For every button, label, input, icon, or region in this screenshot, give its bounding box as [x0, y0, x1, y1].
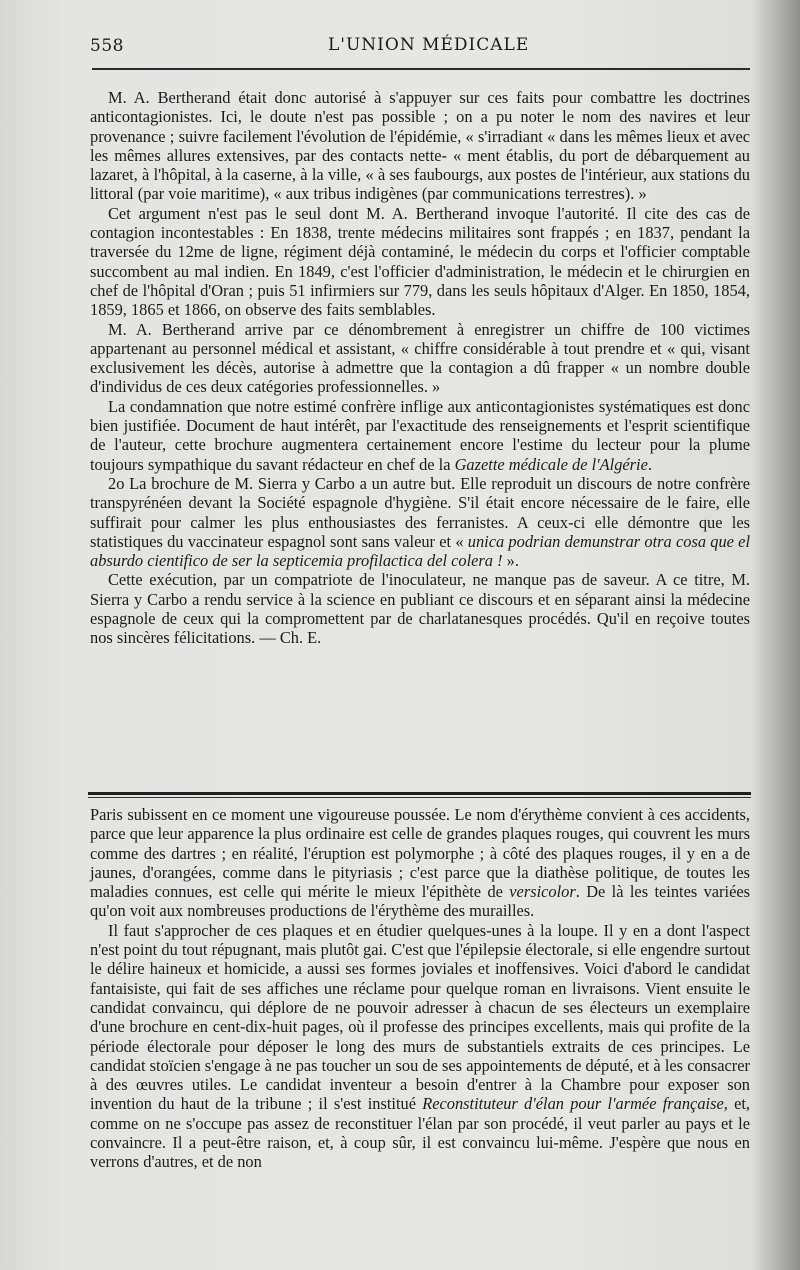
top-paragraph-4 [90, 397, 750, 474]
top-article [90, 88, 750, 648]
bottom-paragraph-2-text: Il faut s'approcher de ces plaques et en étudier quelques-unes à la loupe. Il y en a dont l'aspect n'est point du tout répugnant, mais plutôt gai. C'est que l'épilepsie électorale, si elle engendre surtout le délire haineux et homicide, a aussi ses formes joviales et inoffensives. Voici d'abord le candidat fantaisiste, qui fait de ses affiches une réclame pour quelque roman en livraisons. Vient ensuite le candidat convaincu, qui déplore de ne pouvoir adresser à chacun de ses électeurs un exemplaire d'une brochure en cent-dix-huit pages, où il professe des principes excellents, mais qui profite de la période électorale pour déposer le long des murs de substantiels extraits de ces principes. Le candidat stoïcien s'engage à ne pas toucher un sou de ses appointements de député, et à les consacrer à des œuvres utiles. Le candidat inventeur a besoin d'entrer à la Chambre pour exposer son invention du haut de la tribune ; il s'est institué [90, 920, 750, 1114]
bottom-paragraph-1-end: . De là les teintes variées qu'on voit aux nombreuses productions de l'érythème des murailles. [90, 882, 750, 921]
top-paragraph-4-end: . [647, 454, 652, 474]
bottom-paragraph-1 [90, 805, 750, 921]
top-paragraph-6: Cette exécution, par un compatriote de l'inoculateur, ne manque pas de saveur. A ce titre, M. Sierra y Carbo a rendu service à la science en publiant ce discours et en séparant ainsi la médecine espagnole de ceux qui la compromettent par de charlatanesques procédés. Qu'il en reçoive toutes nos sincères félicitations. — Ch. E. [90, 570, 750, 648]
section-separator-thick [88, 792, 751, 795]
bottom-paragraph-2 [90, 921, 750, 1172]
journal-title: Gazette médicale de l'Algérie [454, 454, 648, 474]
top-paragraph-2: Cet argument n'est pas le seul dont M. A. Bertherand invoque l'autorité. Il cite des cas de contagion incontestables : En 1838, trente médecins militaires sont frappés ; en 1837, pendant la traversée du 12me de ligne, régiment déjà contaminé, le médecin du corps et l'officier comptable succombent au mal indien. En 1849, c'est l'officier d'administration, le médecin et le chirurgien en chef de l'hôpital d'Oran ; puis 51 infirmiers sur 779, dans les seuls hôpitaux d'Alger. En 1850, 1854, 1859, 1865 et 1866, on observe des faits semblables. [90, 203, 750, 320]
top-paragraph-4-text: La condamnation que notre estimé confrère inflige aux anticontagionistes systématiques est donc bien justifiée. Document de haut intérêt, par l'exactitude des renseignements et l'esprit scientifique de l'auteur, cette brochure augmentera certainement encore l'estime du lecteur pour la plume toujours sympathique du savant rédacteur en chef de la [90, 396, 750, 474]
reconstituteur-title: Reconstituteur d'élan pour l'armée française [422, 1094, 724, 1114]
page-header [90, 32, 750, 62]
section-separator-thin [88, 797, 751, 798]
top-paragraph-3: M. A. Bertherand arrive par ce dénombrement à enregistrer un chiffre de 100 victimes appartenant au personnel médical et assistant, « chiffre considérable à tout prendre et « qui, visant exclusivement les décès, autorise à admettre que la contagion a dû frapper « un nombre double d'individus de ces deux catégories professionnelles. » [90, 319, 750, 397]
versicolor-term: versicolor [509, 882, 576, 902]
bottom-paragraph-1-text: Paris subissent en ce moment une vigoureuse poussée. Le nom d'érythème convient à ces accidents, parce que leur apparence la plus ordinaire est celle de grandes plaques rouges, qui couvrent les murs comme des dartres ; en réalité, l'éruption est polymorphe ; à côté des plaques rouges, il y en a de jaunes, d'orangées, comme dans le pityriasis ; c'est parce que la diathèse politique, de toutes les maladies connues, est celle qui mérite le mieux l'épithète de [90, 805, 750, 902]
running-title: L'UNION MÉDICALE [328, 35, 530, 55]
spanish-quote: unica podrian demunstrar otra cosa que el absurdo cientifico de ser la septicemia profilactica del colera ! [90, 531, 751, 571]
top-paragraph-5 [90, 474, 750, 570]
top-paragraph-1: M. A. Bertherand était donc autorisé à s'appuyer sur ces faits pour combattre les doctrines anticontagionistes. Ici, le doute n'est pas possible ; on a pu noter le nom des navires et leur provenance ; suivre facilement l'évolution de l'épidémie, « s'irradiant « dans les mêmes lieux et avec les mêmes allures extensives, par des contacts nette- « ment établis, du port de débarquement au lazaret, à l'hôpital, à la caserne, à la ville, « à ses faubourgs, aux postes de l'intérieur, aux stations du littoral (par voie maritime), « aux tribus indigènes (par communications terrestres). » [90, 88, 750, 204]
top-paragraph-5-end: ». [502, 551, 519, 571]
feuilleton-article [90, 805, 750, 1172]
top-paragraph-5-text: 2o La brochure de M. Sierra y Carbo a un autre but. Elle reproduit un discours de notre confrère transpyrénéen devant la Société espagnole d'hygiène. S'il était encore nécessaire de le faire, elle suffirait pour calmer les plus enthousiastes des ferranistes. A ceux-ci elle démontre que les statistiques du vaccinateur espagnol sont sans valeur et « [90, 473, 750, 551]
bottom-paragraph-2-end: , et, comme on ne s'occupe pas assez de reconstituer l'élan par son procédé, il veut parler au pays et le convaincre. Il a peut-être raison, et, à coup sûr, il est convaincu lui-même. J'espère que nous en verrons d'autres, et de non [90, 1094, 750, 1172]
header-rule [92, 68, 750, 70]
page-number: 558 [90, 36, 124, 56]
